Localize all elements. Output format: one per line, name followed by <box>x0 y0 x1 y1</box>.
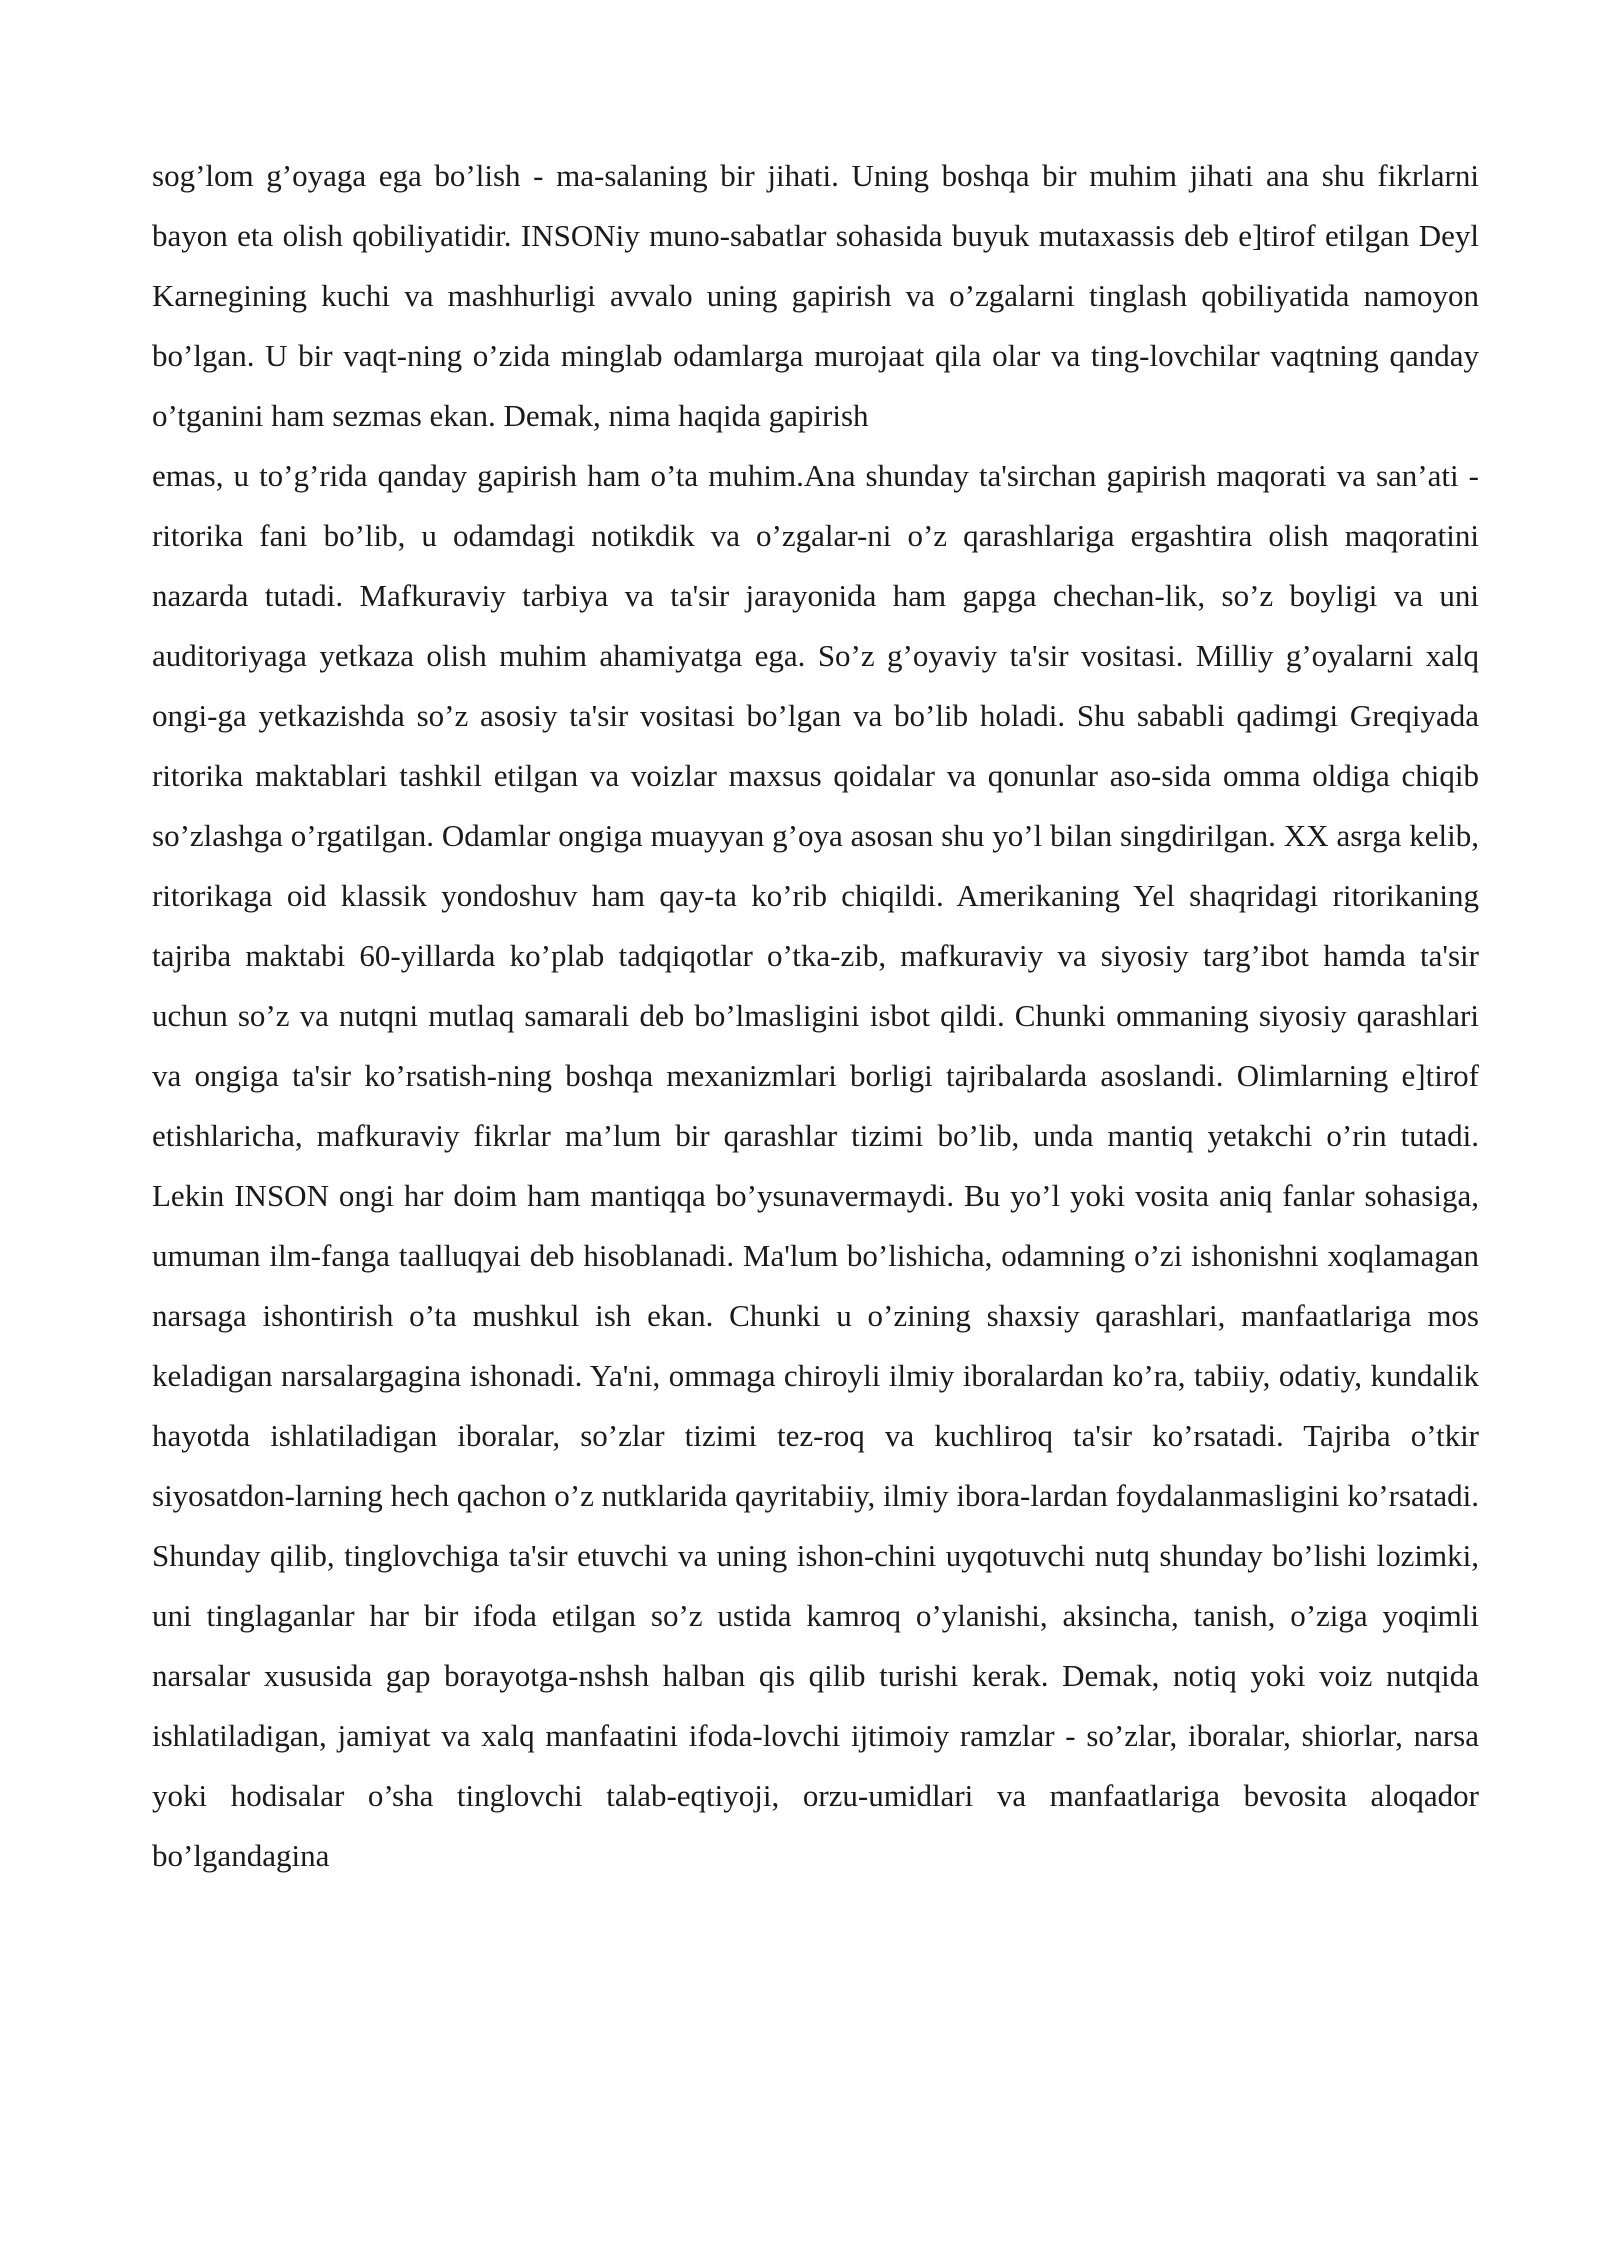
body-text <box>152 146 1479 1886</box>
paragraph-2: emas, u to’g’rida qanday gapirish ham o’ta muhim.Ana shunday ta'sirchan gapirish maqorati va san’ati - ritorika fani bo’lib, u odamdagi notikdik va o’zgalar-ni o’z qarashlariga ergashtira olish maqoratini nazarda tutadi. Mafkuraviy tarbiya va ta'sir jarayonida ham gapga chechan-lik, so’z boyligi va uni auditoriyaga yetkaza olish muhim ahamiyatga ega. So’z g’oyaviy ta'sir vositasi. Milliy g’oyalarni xalq ongi-ga yetkazishda so’z asosiy ta'sir vositasi bo’lgan va bo’lib holadi. Shu sababli qadimgi Greqiyada ritorika maktablari tashkil etilgan va voizlar maxsus qoidalar va qonunlar aso-sida omma oldiga chiqib so’zlashga o’rgatilgan. Odamlar ongiga muayyan g’oya asosan shu yo’l bilan singdirilgan. XX asrga kelib, ritorikaga oid klassik yondoshuv ham qay-ta ko’rib chiqildi. Amerikaning Yel shaqridagi ritorikaning tajriba maktabi 60-yillarda ko’plab tadqiqotlar o’tka-zib, mafkuraviy va siyosiy targ’ibot hamda ta'sir uchun so’z va nutqni mutlaq samarali deb bo’lmasligini isbot qildi. Chunki ommaning siyosiy qarashlari va ongiga ta'sir ko’rsatish-ning boshqa mexanizmlari borligi tajribalarda asoslandi. Olimlarning e]tirof etishlaricha, mafkuraviy fikrlar ma’lum bir qarashlar tizimi bo’lib, unda mantiq yetakchi o’rin tutadi. Lekin INSON ongi har doim ham mantiqqa bo’ysunavermaydi. Bu yo’l yoki vosita aniq fanlar sohasiga, umuman ilm-fanga taalluqyai deb hisoblanadi. Ma'lum bo’lishicha, odamning o’zi ishonishni xoqlamagan narsaga ishontirish o’ta mushkul ish ekan. Chunki u o’zining shaxsiy qarashlari, manfaatlariga mos keladigan narsalargagina ishonadi. Ya'ni, ommaga chiroyli ilmiy iboralardan ko’ra, tabiiy, odatiy, kundalik hayotda ishlatiladigan iboralar, so’zlar tizimi tez-roq va kuchliroq ta'sir ko’rsatadi. Tajriba o’tkir siyosatdon-larning hech qachon o’z nutklarida qayritabiiy, ilmiy ibora-lardan foydalanmasligini ko’rsatadi. Shunday qilib, tinglovchiga ta'sir etuvchi va uning ishon-chini uyqotuvchi nutq shunday bo’lishi lozimki, uni tinglaganlar har bir ifoda etilgan so’z ustida kamroq o’ylanishi, aksincha, tanish, o’ziga yoqimli narsalar xususida gap borayotga-nshsh halban qis qilib turishi kerak. Demak, notiq yoki voiz nutqida ishlatiladigan, jamiyat va xalq manfaatini ifoda-lovchi ijtimoiy ramzlar - so’zlar, iboralar, shiorlar, narsa yoki hodisalar o’sha tinglovchi talab-eqtiyoji, orzu-umidlari va manfaatlariga bevosita aloqador bo’lgandagina <box>152 458 1479 1873</box>
paragraph-1: sog’lom g’oyaga ega bo’lish - ma-salaning bir jihati. Uning boshqa bir muhim jihati ana shu fikrlarni bayon eta olish qobiliyatidir. INSONiy muno-sabatlar sohasida buyuk mutaxassis deb e]tirof etilgan Deyl Karnegining kuchi va mashhurligi avvalo uning gapirish va o’zgalarni tinglash qobiliyatida namoyon bo’lgan. U bir vaqt-ning o’zida minglab odamlarga murojaat qila olar va ting-lovchilar vaqtning qanday o’tganini ham sezmas ekan. Demak, nima haqida gapirish <box>152 158 1479 433</box>
